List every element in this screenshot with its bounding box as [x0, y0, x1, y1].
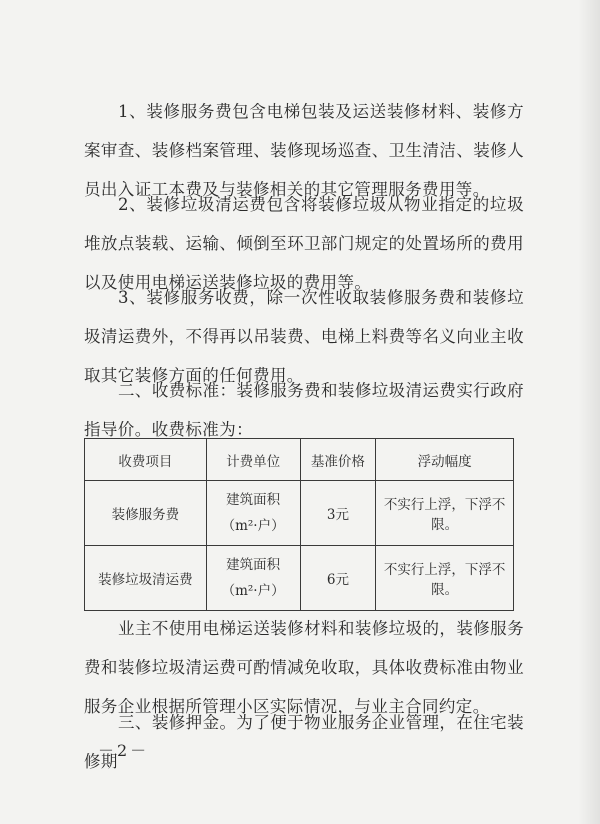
unit-line-area: 建筑面积 — [226, 492, 281, 508]
paragraph-deposit: 三、装修押金。为了便于物业服务企业管理，在住宅装修期 — [84, 713, 524, 771]
unit-line-area: 建筑面积 — [226, 557, 281, 573]
header-floating-range: 浮动幅度 — [376, 439, 514, 481]
page-edge-shadow — [578, 0, 600, 824]
cell-base-price: 6元 — [300, 546, 376, 611]
header-base-price: 基准价格 — [300, 439, 376, 481]
unit-line-measure: （m²·户） — [221, 583, 285, 599]
header-billing-unit: 计费单位 — [206, 439, 300, 481]
cell-base-price: 3元 — [300, 481, 376, 546]
paragraph-decoration-fee-scope: 1、装修服务费包含电梯包装及运送装修材料、装修方案审查、装修档案管理、装修现场巡查、卫生清洁、装修人员出入证工本费及与装修相关的其它管理服务费用等。 — [84, 102, 524, 199]
cell-fee-item: 装修垃圾清运费 — [85, 546, 207, 611]
page-number: －2－ — [98, 741, 150, 760]
cell-billing-unit — [206, 546, 300, 611]
table-row — [85, 481, 514, 546]
cell-fee-item: 装修服务费 — [85, 481, 207, 546]
paragraph-garbage-fee-scope: 2、装修垃圾清运费包含将装修垃圾从物业指定的垃圾堆放点装载、运输、倾倒至环卫部门规定的处置场所的费用以及使用电梯运送装修垃圾的费用等。 — [84, 195, 524, 292]
unit-line-measure: （m²·户） — [221, 518, 285, 534]
paragraph-fee-reduction: 业主不使用电梯运送装修材料和装修垃圾的，装修服务费和装修垃圾清运费可酌情减免收取，具体收费标准由物业服务企业根据所管理小区实际情况，与业主合同约定。 — [84, 619, 524, 716]
header-fee-item: 收费项目 — [85, 439, 207, 481]
table-header-row — [85, 439, 514, 481]
cell-billing-unit — [206, 481, 300, 546]
cell-floating-range: 不实行上浮，下浮不限。 — [376, 546, 514, 611]
cell-floating-range: 不实行上浮，下浮不限。 — [376, 481, 514, 546]
paragraph-fee-standard-heading: 二、收费标准：装修服务费和装修垃圾清运费实行政府指导价。收费标准为： — [84, 381, 524, 439]
paragraph-no-extra-fees: 3、装修服务收费，除一次性收取装修服务费和装修垃圾清运费外，不得再以吊装费、电梯上料费等名义向业主收取其它装修方面的任何费用。 — [84, 288, 524, 385]
fee-standard-table — [84, 438, 514, 611]
table-row — [85, 546, 514, 611]
